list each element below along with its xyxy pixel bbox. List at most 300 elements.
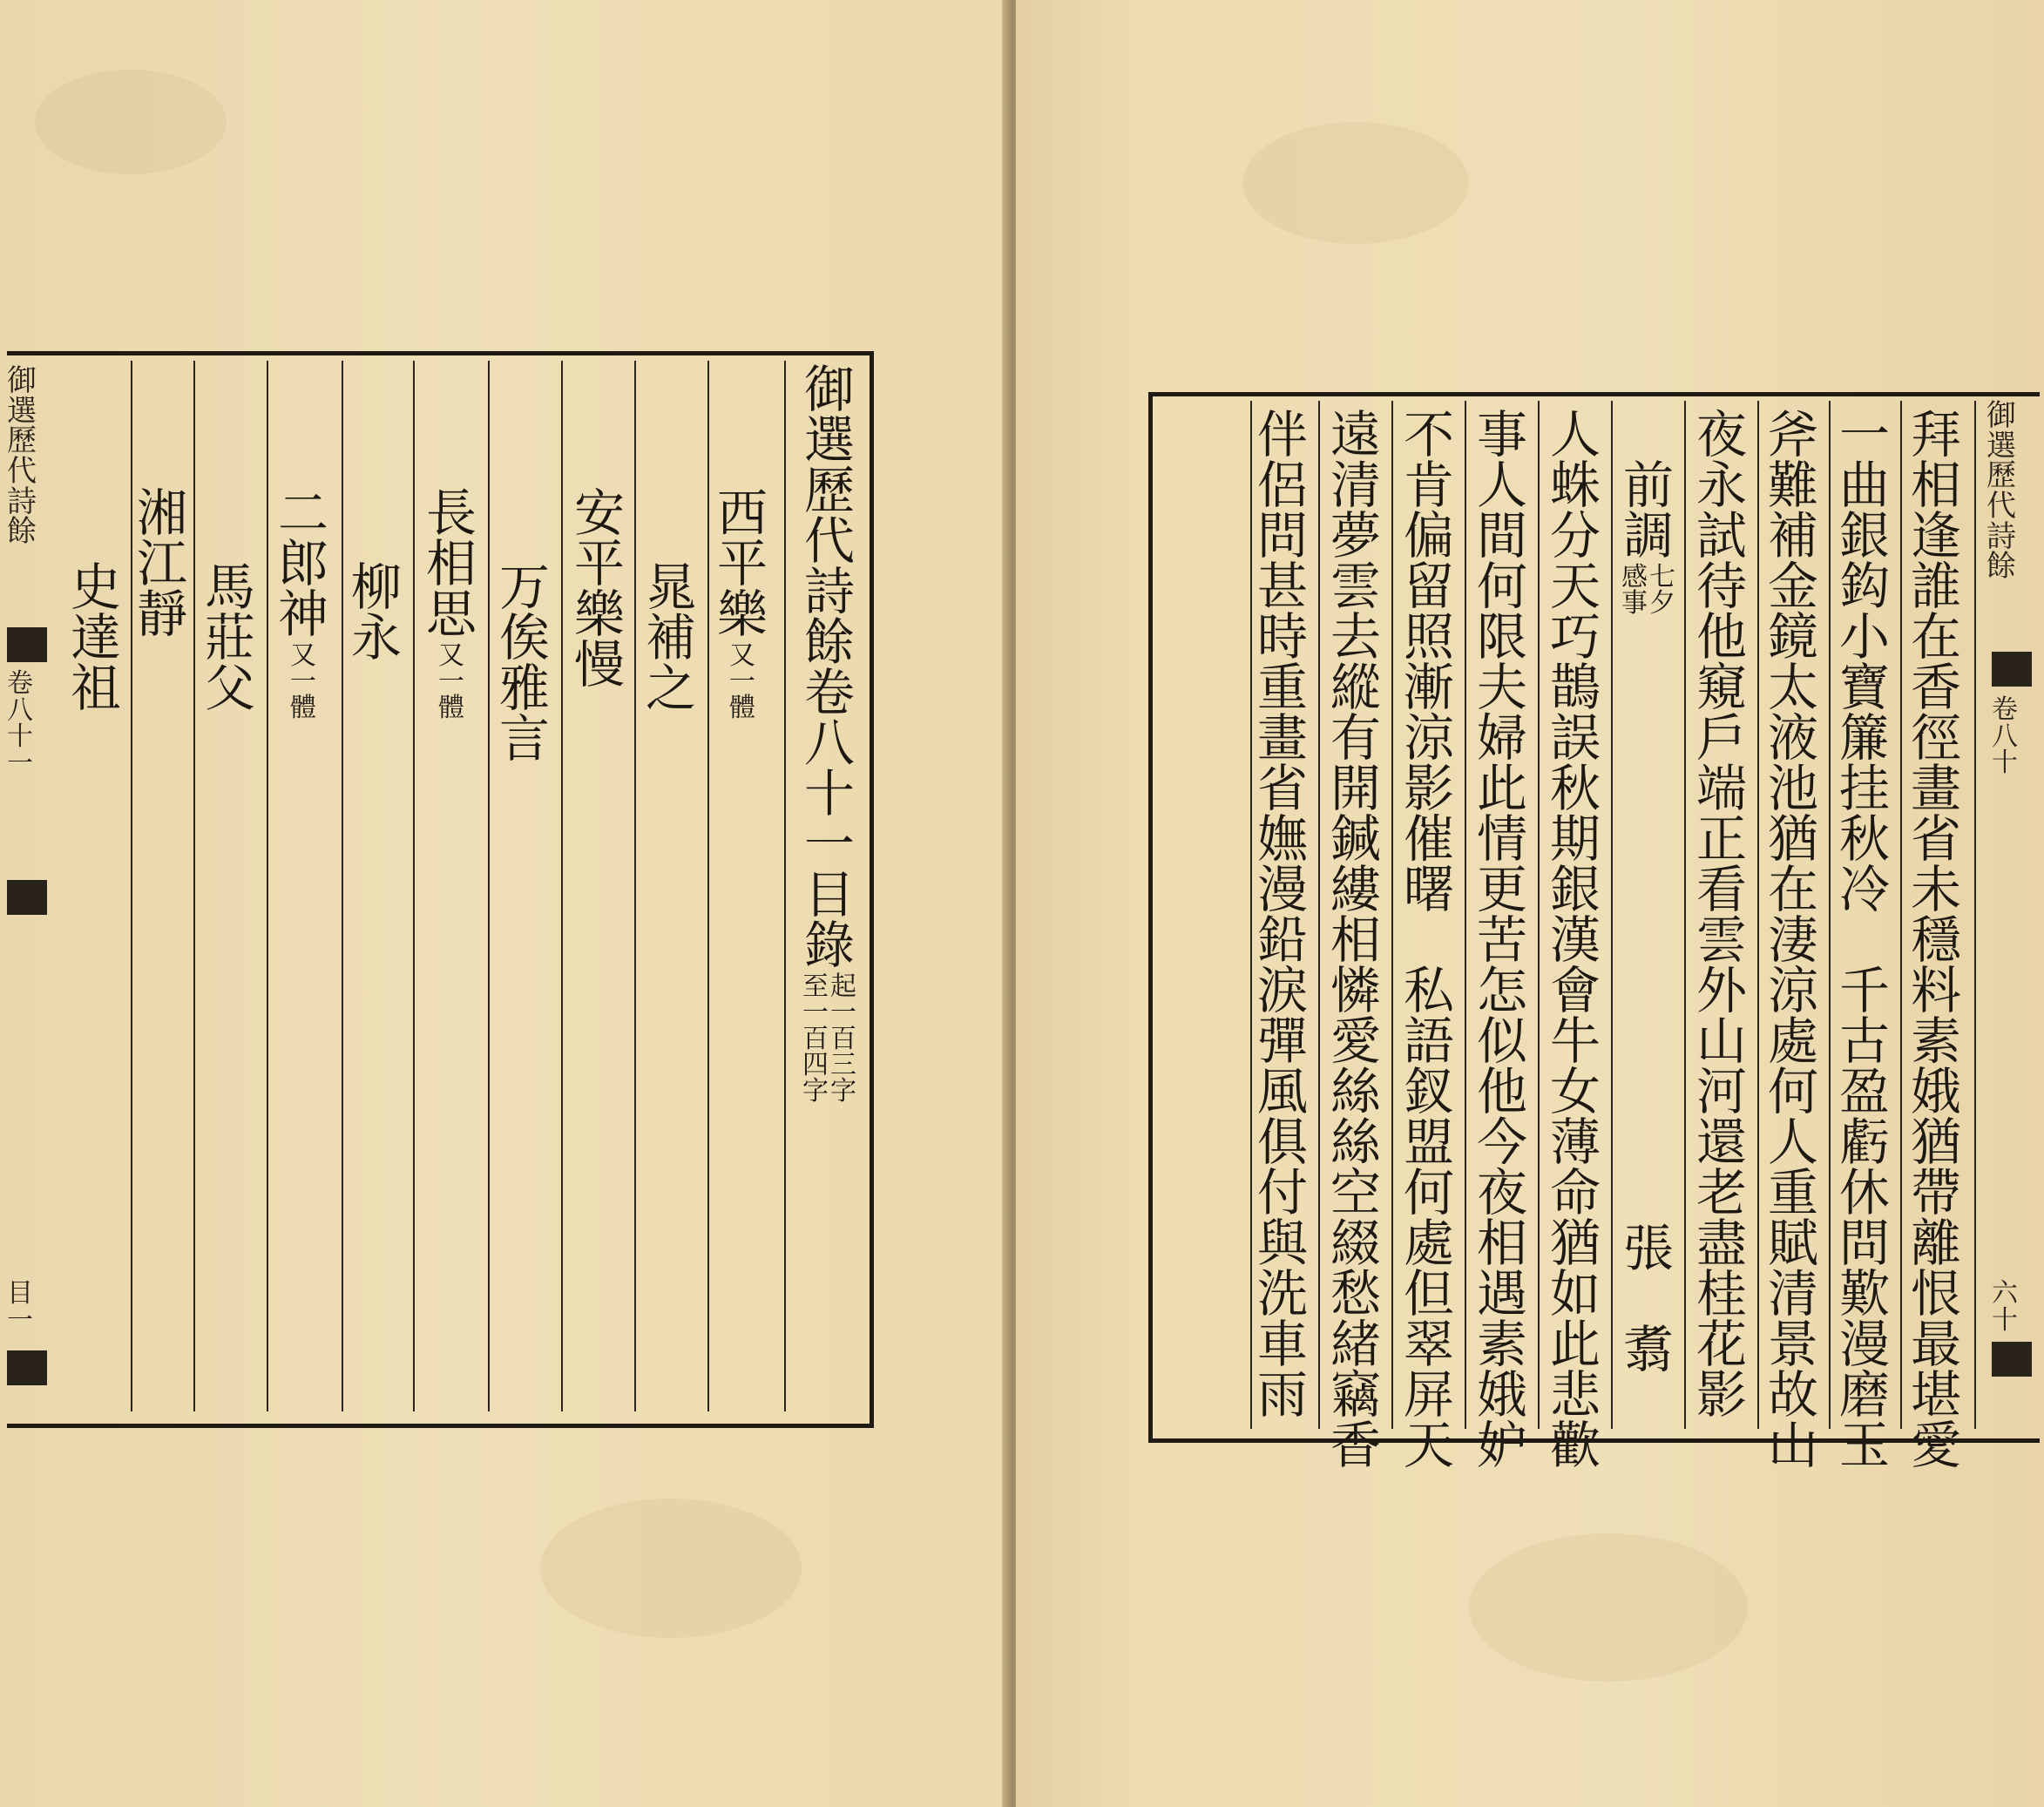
poem-char: 未: [1910, 860, 1961, 919]
poem-char: 重: [1256, 658, 1308, 717]
toc-entry: [61, 558, 131, 718]
fishtail-mark: [7, 627, 47, 662]
entry-char: 莊: [204, 608, 255, 667]
poem-char: 洗: [1256, 1264, 1308, 1323]
poem-char: 時: [1256, 607, 1308, 667]
fold-char: 卷: [1992, 694, 2018, 725]
poem-char: 清: [1767, 1264, 1818, 1323]
entry-char: 相: [425, 534, 477, 593]
fold-char: 十: [1992, 1304, 2018, 1336]
entry-annotation: [438, 640, 464, 723]
poem-char: [1404, 915, 1454, 965]
poem-char: 畫: [1256, 708, 1308, 768]
poem-char: 付: [1256, 1163, 1308, 1222]
poem-char: 永: [1695, 456, 1747, 515]
poem-char: [1623, 1173, 1674, 1223]
right-fold-juan: [1992, 694, 2018, 779]
toc-entry: [342, 558, 411, 667]
poem-char: 漢: [1549, 910, 1601, 970]
poem-char: 難: [1767, 456, 1818, 515]
annotation-char: 一: [438, 667, 464, 697]
poem-char: 牛: [1549, 1012, 1601, 1071]
poem-char: 娥: [1476, 1365, 1527, 1425]
poem-char: 與: [1256, 1214, 1308, 1273]
title-char: 詩: [803, 562, 855, 621]
entry-char: 思: [425, 585, 477, 644]
poem-char: 誰: [1910, 557, 1961, 616]
poem-char: 張: [1622, 1219, 1674, 1278]
poem-char: 絲: [1330, 1062, 1381, 1121]
poem-char: 戶: [1695, 708, 1747, 768]
poem-char: 逢: [1910, 506, 1961, 565]
poem-char: 縱: [1330, 658, 1381, 717]
fold-char: 代: [7, 454, 37, 490]
toc-entry: [490, 558, 559, 768]
entry-char: 郎: [277, 534, 328, 593]
poem-char: 寶: [1838, 658, 1890, 717]
poem-char: 人: [1549, 405, 1601, 464]
column-rule: [1538, 401, 1540, 1429]
poem-char: 影: [1695, 1365, 1747, 1425]
title-char: 餘: [803, 612, 855, 672]
right-fold-header: [1986, 398, 2016, 585]
poem-char: 在: [1910, 607, 1961, 667]
poem-char: 正: [1695, 809, 1747, 869]
annotation-char: 百: [830, 1024, 856, 1054]
column-rule: [1611, 401, 1613, 1429]
poem-char: 婦: [1476, 708, 1527, 768]
poem-char: 愛: [1910, 1416, 1961, 1475]
fishtail-mark: [7, 880, 47, 915]
poem-char: [1623, 1122, 1674, 1173]
poem-char: 猶: [1549, 1214, 1601, 1273]
right-fold-page: [1992, 1278, 2018, 1336]
poem-char: 恨: [1910, 1264, 1961, 1323]
poem-char: 故: [1767, 1365, 1818, 1425]
poem-char: 穩: [1910, 910, 1961, 970]
poem-char: 老: [1695, 1163, 1747, 1222]
fold-char: 目: [7, 1278, 33, 1309]
poem-char: 夢: [1330, 506, 1381, 565]
poem-column: [1394, 405, 1464, 1475]
toc-entry: [127, 484, 197, 644]
column-rule: [1465, 401, 1466, 1429]
poem-char: [1623, 920, 1674, 971]
toc-entry: [268, 484, 338, 723]
poem-char: 涼: [1767, 961, 1818, 1020]
paper-stain: [540, 1499, 802, 1638]
entry-char: 慢: [573, 635, 625, 694]
entry-char: 樂: [573, 585, 625, 644]
column-rule: [1250, 401, 1252, 1429]
column-rule: [1391, 401, 1393, 1429]
column-rule: [342, 361, 343, 1411]
poem-char: [1623, 971, 1674, 1021]
fold-char: 詩: [1986, 518, 2016, 554]
entry-annotation: [729, 640, 755, 723]
poem-char: 留: [1403, 557, 1454, 616]
poem-char: 更: [1476, 860, 1527, 919]
poem-char: 如: [1549, 1264, 1601, 1323]
fold-char: 選: [1986, 428, 2016, 464]
entry-char: 平: [573, 534, 625, 593]
fold-char: 餘: [1986, 549, 2016, 585]
poem-char: 何: [1767, 1062, 1818, 1121]
poem-char: 花: [1695, 1315, 1747, 1374]
poem-char: 鵲: [1549, 658, 1601, 717]
poem-char: 液: [1767, 708, 1818, 768]
poem-char: 鉛: [1256, 910, 1308, 970]
poem-char: 憐: [1330, 961, 1381, 1020]
annotation-char: 字: [802, 1076, 829, 1107]
poem-column: [1540, 405, 1610, 1475]
entry-char: 江: [136, 534, 187, 593]
toc-entry: [565, 484, 634, 694]
annotation-char: 七: [1649, 562, 1675, 592]
poem-char: 催: [1403, 809, 1454, 869]
poem-char: 屏: [1403, 1365, 1454, 1425]
poem-char: 香: [1330, 1416, 1381, 1475]
entry-char: 史: [70, 558, 121, 617]
poem-char: 問: [1838, 1214, 1890, 1273]
title-char: 歷: [803, 461, 855, 520]
poem-char: 釵: [1403, 1062, 1454, 1121]
fold-char: 選: [7, 393, 37, 429]
annotation-char: 又: [290, 640, 316, 671]
poem-char: 伴: [1256, 405, 1308, 464]
column-rule: [488, 361, 490, 1411]
poem-char: 最: [1910, 1315, 1961, 1374]
poem-char: 清: [1330, 456, 1381, 515]
title-char: 一: [803, 815, 855, 874]
poem-char: 空: [1330, 1163, 1381, 1222]
fold-char: 六: [1992, 1278, 2018, 1309]
poem-char: 補: [1767, 506, 1818, 565]
poem-char: 秋: [1549, 759, 1601, 818]
poem-char: 淚: [1256, 961, 1308, 1020]
poem-char: 小: [1838, 607, 1890, 667]
entry-char: 西: [716, 484, 768, 543]
entry-char: 晁: [645, 558, 696, 617]
poem-char: 調: [1622, 506, 1674, 565]
title-char: 卷: [803, 663, 855, 722]
annotation-char: 體: [729, 693, 755, 723]
poem-char: 嫵: [1256, 809, 1308, 869]
poem-char: [1623, 667, 1674, 718]
poem-char: 漫: [1256, 860, 1308, 919]
poem-char: 試: [1695, 506, 1747, 565]
poem-char: 蛛: [1549, 456, 1601, 515]
fold-char: 歷: [7, 423, 37, 459]
fold-char: 十: [7, 721, 33, 753]
poem-char: 前: [1622, 456, 1674, 515]
poem-column: [1830, 405, 1899, 1475]
poem-char: 挂: [1838, 759, 1890, 818]
poem-char: 限: [1476, 607, 1527, 667]
entry-char: 言: [498, 709, 550, 768]
fold-char: 卷: [7, 668, 33, 699]
poem-column: [1614, 409, 1683, 1379]
poem-char: 此: [1476, 759, 1527, 818]
column-rule: [784, 361, 786, 1411]
entry-char: 柳: [350, 558, 402, 617]
poem-char: 斧: [1767, 405, 1818, 464]
poem-char: 夫: [1476, 658, 1527, 717]
poem-char: 悲: [1549, 1365, 1601, 1425]
poem-char: 盡: [1695, 1214, 1747, 1273]
poem-char: [1839, 915, 1890, 965]
poem-char: 香: [1910, 658, 1961, 717]
poem-char: 人: [1767, 1113, 1818, 1172]
column-rule: [561, 361, 563, 1411]
poem-char: 翠: [1403, 1315, 1454, 1374]
entry-char: 安: [573, 484, 625, 543]
poem-char: 絲: [1330, 1113, 1381, 1172]
toc-entry: [707, 484, 777, 723]
column-rule: [1318, 401, 1320, 1429]
poem-char: 他: [1695, 607, 1747, 667]
annotation-char: 字: [830, 1076, 856, 1107]
poem-char: 休: [1838, 1163, 1890, 1222]
toc-entry: [195, 558, 265, 718]
poem-char: 歡: [1549, 1416, 1601, 1475]
poem-char: 風: [1256, 1062, 1308, 1121]
poem-char: 今: [1476, 1113, 1527, 1172]
fold-char: 歷: [1986, 458, 2016, 494]
title-char: 八: [803, 714, 855, 773]
poem-char: 盟: [1403, 1113, 1454, 1172]
annotation-char: 起: [830, 971, 856, 1002]
poem-char: 肯: [1403, 456, 1454, 515]
poem-char: 天: [1549, 557, 1601, 616]
fold-char: 代: [1986, 489, 2016, 525]
poem-char: 拜: [1910, 405, 1961, 464]
poem-char: 淒: [1767, 910, 1818, 970]
poem-char: 千: [1838, 961, 1890, 1020]
poem-char: 簾: [1838, 708, 1890, 768]
poem-char: 誤: [1549, 708, 1601, 768]
poem-char: 銀: [1838, 506, 1890, 565]
poem-annotation: [1621, 562, 1675, 619]
poem-char: 甚: [1256, 557, 1308, 616]
title-char: 選: [803, 410, 855, 470]
entry-char: 達: [70, 608, 121, 667]
poem-char: 賦: [1767, 1214, 1818, 1273]
poem-char: 銀: [1549, 860, 1601, 919]
annotation-char: 三: [830, 1050, 856, 1080]
poem-char: 鏡: [1767, 607, 1818, 667]
poem-char: 女: [1549, 1062, 1601, 1121]
entry-char: 万: [498, 558, 550, 617]
poem-char: 景: [1767, 1315, 1818, 1374]
poem-char: 事: [1476, 405, 1527, 464]
poem-char: 素: [1476, 1315, 1527, 1374]
fishtail-mark: [7, 1350, 47, 1385]
poem-char: 漫: [1838, 1315, 1890, 1374]
entry-char: 祖: [70, 659, 121, 718]
entry-char: 之: [645, 659, 696, 718]
paper-stain: [1242, 122, 1469, 244]
poem-char: 太: [1767, 658, 1818, 717]
poem-char: [1623, 819, 1674, 870]
poem-char: 曙: [1403, 860, 1454, 919]
poem-char: 外: [1695, 961, 1747, 1020]
left-fold-juan: [7, 668, 33, 779]
paper-stain: [35, 70, 227, 174]
poem-char: 端: [1695, 759, 1747, 818]
poem-char: 堪: [1910, 1365, 1961, 1425]
annotation-char: 一: [729, 667, 755, 697]
annotation-char: 百: [802, 1024, 829, 1054]
poem-char: 期: [1549, 809, 1601, 869]
poem-char: 私: [1403, 961, 1454, 1020]
poem-char: 夜: [1476, 1163, 1527, 1222]
poem-column: [1248, 405, 1317, 1425]
poem-column: [1321, 405, 1391, 1475]
entry-char: 俟: [498, 608, 550, 667]
poem-char: [1623, 1274, 1674, 1324]
poem-char: 人: [1476, 456, 1527, 515]
fold-char: 八: [7, 694, 33, 726]
poem-char: 猶: [1767, 809, 1818, 869]
annotation-char: 至: [802, 971, 829, 1002]
column-rule: [634, 361, 636, 1411]
poem-char: 娥: [1910, 1062, 1961, 1121]
annotation-char: 事: [1621, 588, 1648, 619]
poem-char: 處: [1403, 1214, 1454, 1273]
poem-char: 素: [1910, 1012, 1961, 1071]
column-rule: [1974, 401, 1976, 1429]
poem-char: 重: [1767, 1163, 1818, 1222]
fishtail-mark: [1992, 652, 2032, 687]
poem-char: 不: [1403, 405, 1454, 464]
poem-char: 金: [1767, 557, 1818, 616]
poem-char: 處: [1767, 1012, 1818, 1071]
poem-char: 間: [1476, 506, 1527, 565]
poem-char: [1623, 768, 1674, 819]
poem-char: 省: [1256, 759, 1308, 818]
annotation-char: 又: [729, 640, 755, 671]
entry-char: 永: [350, 608, 402, 667]
poem-char: 窺: [1695, 658, 1747, 717]
poem-char: 天: [1403, 1416, 1454, 1475]
title-annotation: [802, 971, 856, 1107]
entry-char: 樂: [716, 585, 768, 644]
poem-char: 他: [1476, 1062, 1527, 1121]
poem-char: 相: [1476, 1214, 1527, 1273]
fishtail-mark: [1992, 1342, 2032, 1377]
poem-char: 一: [1838, 405, 1890, 464]
poem-char: 山: [1695, 1012, 1747, 1071]
poem-char: 彈: [1256, 1012, 1308, 1071]
poem-char: 薄: [1549, 1113, 1601, 1172]
annotation-char: 又: [438, 640, 464, 671]
poem-char: 遇: [1476, 1264, 1527, 1323]
fold-char: 一: [7, 1304, 33, 1336]
title-char: 御: [803, 360, 855, 419]
poem-char: 會: [1549, 961, 1601, 1020]
column-rule: [1684, 401, 1686, 1429]
fold-char: 十: [1992, 748, 2018, 779]
poem-char: 磨: [1838, 1365, 1890, 1425]
annotation-char: 四: [802, 1050, 829, 1080]
poem-char: 何: [1403, 1163, 1454, 1222]
poem-char: 有: [1330, 708, 1381, 768]
poem-char: 待: [1695, 557, 1747, 616]
poem-char: 漸: [1403, 658, 1454, 717]
poem-char: 夜: [1695, 405, 1747, 464]
column-rule: [1829, 401, 1831, 1429]
poem-char: 桂: [1695, 1264, 1747, 1323]
entry-char: 長: [425, 484, 477, 543]
poem-char: 古: [1838, 1012, 1890, 1071]
entry-char: 湘: [136, 484, 187, 543]
poem-char: [1623, 870, 1674, 920]
poem-char: 侶: [1256, 456, 1308, 515]
poem-char: 鈎: [1838, 557, 1890, 616]
title-char: 目: [803, 865, 855, 924]
poem-char: 雲: [1695, 910, 1747, 970]
fold-char: 御: [1986, 398, 2016, 433]
entry-char: 二: [277, 484, 328, 543]
poem-char: 相: [1330, 910, 1381, 970]
poem-char: 遠: [1330, 405, 1381, 464]
poem-char: 徑: [1910, 708, 1961, 768]
poem-char: [1623, 1072, 1674, 1122]
annotation-char: 一: [802, 998, 829, 1028]
column-rule: [1757, 401, 1759, 1429]
column-rule: [413, 361, 415, 1411]
annotation-char: 體: [290, 693, 316, 723]
column-rule: [1900, 401, 1902, 1429]
poem-char: 玉: [1838, 1416, 1890, 1475]
poem-char: 此: [1549, 1315, 1601, 1374]
poem-char: 鍼: [1330, 809, 1381, 869]
poem-char: 但: [1403, 1264, 1454, 1323]
poem-char: 河: [1695, 1062, 1747, 1121]
title-char: 十: [803, 764, 855, 823]
poem-char: 偏: [1403, 506, 1454, 565]
poem-char: 緒: [1330, 1315, 1381, 1374]
paper-stain: [1469, 1533, 1748, 1682]
toc-entry: [416, 484, 486, 723]
annotation-char: 感: [1621, 562, 1648, 592]
poem-char: 照: [1403, 607, 1454, 667]
poem-char: 雲: [1330, 557, 1381, 616]
poem-char: 愁: [1330, 1264, 1381, 1323]
fold-char: 餘: [7, 514, 37, 550]
fold-char: 御: [7, 363, 37, 398]
poem-char: 曲: [1838, 456, 1890, 515]
poem-char: 何: [1476, 557, 1527, 616]
poem-char: 離: [1910, 1214, 1961, 1273]
entry-char: 父: [204, 659, 255, 718]
poem-char: 開: [1330, 759, 1381, 818]
poem-char: 車: [1256, 1315, 1308, 1374]
title-char: 代: [803, 511, 855, 571]
poem-char: 池: [1767, 759, 1818, 818]
poem-char: 竊: [1330, 1365, 1381, 1425]
poem-char: 怎: [1476, 961, 1527, 1020]
poem-char: 還: [1695, 1113, 1747, 1172]
fold-char: 一: [7, 748, 33, 779]
poem-char: 妒: [1476, 1416, 1527, 1475]
poem-char: 冷: [1838, 860, 1890, 919]
poem-char: 情: [1476, 809, 1527, 869]
toc-entry: [636, 558, 706, 718]
poem-char: 歎: [1838, 1264, 1890, 1323]
left-fold-header: [7, 363, 37, 550]
